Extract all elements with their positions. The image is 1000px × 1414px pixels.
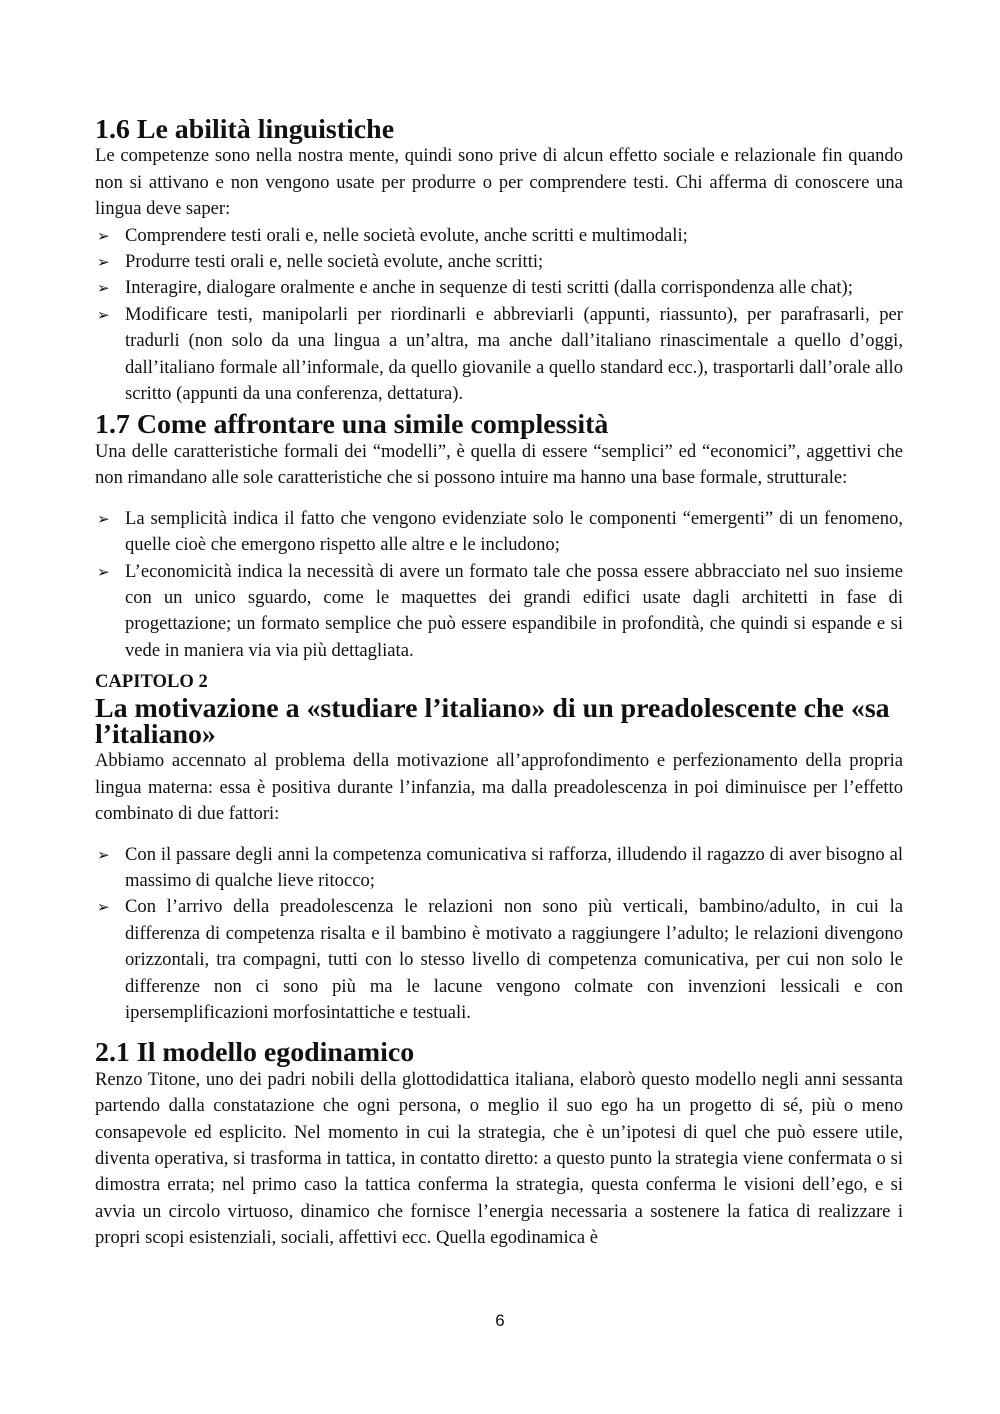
paragraph: Una delle caratteristiche formali dei “modelli”, è quella di essere “semplici” ed “economici”, aggettivi che non rimandano alle sole caratteristiche che si possono intuire ma hanno una base formale, strutturale:	[95, 440, 903, 489]
section-1-6	[95, 114, 903, 407]
paragraph: Abbiamo accennato al problema della motivazione all’approfondimento e perfezionamento della propria lingua materna: essa è positiva durante l’infanzia, ma dalla preadolescenza in poi diminuisce per l’effetto combinato di due fattori:	[95, 750, 903, 825]
list-item-text: Produrre testi orali e, nelle società evolute, anche scritti;	[125, 251, 544, 273]
list-item	[95, 894, 903, 1026]
chapter-title: CAPITOLO 2	[95, 671, 208, 693]
list-item	[95, 559, 903, 665]
arrow-bullet-icon: ➢	[97, 226, 110, 245]
section-1-7	[95, 409, 903, 664]
list-item-text: La semplicità indica il fatto che vengono evidenziate solo le componenti “emergenti” di un fenomeno, quelle cioè che emergono rispetto alle altre e le includono;	[125, 507, 903, 556]
arrow-bullet-icon: ➢	[97, 562, 110, 581]
arrow-bullet-icon: ➢	[97, 279, 110, 298]
list-item-text: L’economicità indica la necessità di avere un formato tale che possa essere abbracciato nel suo insieme con un unico sguardo, come le maquettes dei grandi edifici usate dagli architetti in fase di progettazione; un formato semplice che può essere espandibile in profondità, che quindi si espande e si vede in maniera via via più dettagliata.	[125, 560, 903, 661]
section-2-1	[95, 1037, 903, 1251]
chapter-subtitle: La motivazione a «studiare l’italiano» di un preadolescente che «sa l’italiano»	[95, 692, 890, 750]
list-item-text: Con il passare degli anni la competenza comunicativa si rafforza, illudendo il ragazzo di aver bisogno al massimo di qualche lieve ritocco;	[125, 843, 903, 891]
list-item	[95, 249, 903, 275]
page-number: 6	[495, 1311, 505, 1330]
paragraph: Renzo Titone, uno dei padri nobili della glottodidattica italiana, elaborò questo modello negli anni sessanta partendo dalla constatazione che ogni persona, o meglio il suo ego ha un progetto di sé, più o meno consapevole ed esplicito. Nel momento in cui la strategia, che è un’ipotesi di quel che può essere utile, diventa operativa, si trasforma in tattica, in contatto diretto: a questo punto la strategia viene confermata o si dimostra errata; nel primo caso la tattica conferma la strategia, questa conferma le visioni dell’ego, e si avvia un circolo virtuoso, dinamico che fornisce l’energia necessaria a sostenere la fatica di realizzare i propri scopi esistenziali, sociali, affettivi ecc. Quella egodinamica è	[95, 1068, 903, 1249]
section-heading: 1.7 Come affrontare una simile complessità	[95, 409, 609, 441]
bullet-list	[95, 842, 903, 1027]
list-item	[95, 506, 903, 559]
bullet-list	[95, 506, 903, 664]
list-item-text: Comprendere testi orali e, nelle società evolute, anche scritti e multimodali;	[125, 224, 688, 246]
arrow-bullet-icon: ➢	[97, 305, 110, 324]
arrow-bullet-icon: ➢	[97, 845, 110, 864]
list-item	[95, 842, 903, 895]
list-item	[95, 275, 903, 301]
paragraph: Le competenze sono nella nostra mente, quindi sono prive di alcun effetto sociale e relazionale fin quando non si attivano e non vengono usate per produrre o per comprendere testi. Chi afferma di conoscere una lingua deve saper:	[95, 145, 903, 220]
chapter-2	[95, 669, 903, 1026]
list-item-text: Interagire, dialogare oralmente e anche in sequenze di testi scritti (dalla corrispondenza alle chat);	[125, 277, 853, 299]
list-item-text: Modificare testi, manipolarli per riordinarli e abbreviarli (appunti, riassunto), per parafrasarli, per tradurli (non solo da una lingua a un’altra, ma anche dall’italiano rinascimentale a quello d’oggi, dall’italiano formale all’informale, da quello giovanile a quello standard ecc.), trasportarli dall’orale allo scritto (appunti da una conferenza, dettatura).	[125, 303, 903, 405]
list-item	[95, 302, 903, 408]
arrow-bullet-icon: ➢	[97, 898, 110, 917]
arrow-bullet-icon: ➢	[97, 509, 110, 528]
document-page	[95, 114, 903, 1252]
bullet-list	[95, 223, 903, 408]
list-item	[95, 223, 903, 249]
section-heading: 2.1 Il modello egodinamico	[95, 1037, 415, 1069]
section-heading: 1.6 Le abilità linguistiche	[95, 114, 395, 145]
list-item-text: Con l’arrivo della preadolescenza le relazioni non sono più verticali, bambino/adulto, in cui la differenza di competenza risalta e il bambino è motivato a raggiungere l’adulto; le relazioni divengono orizzontali, tra compagni, tutti con lo stesso livello di competenza comunicativa, per cui non solo le differenze non ci sono più ma le lacune vengono colmate con invenzioni lessicali e con ipersemplificazioni morfosintattiche e testuali.	[125, 896, 903, 1023]
arrow-bullet-icon: ➢	[97, 253, 110, 272]
